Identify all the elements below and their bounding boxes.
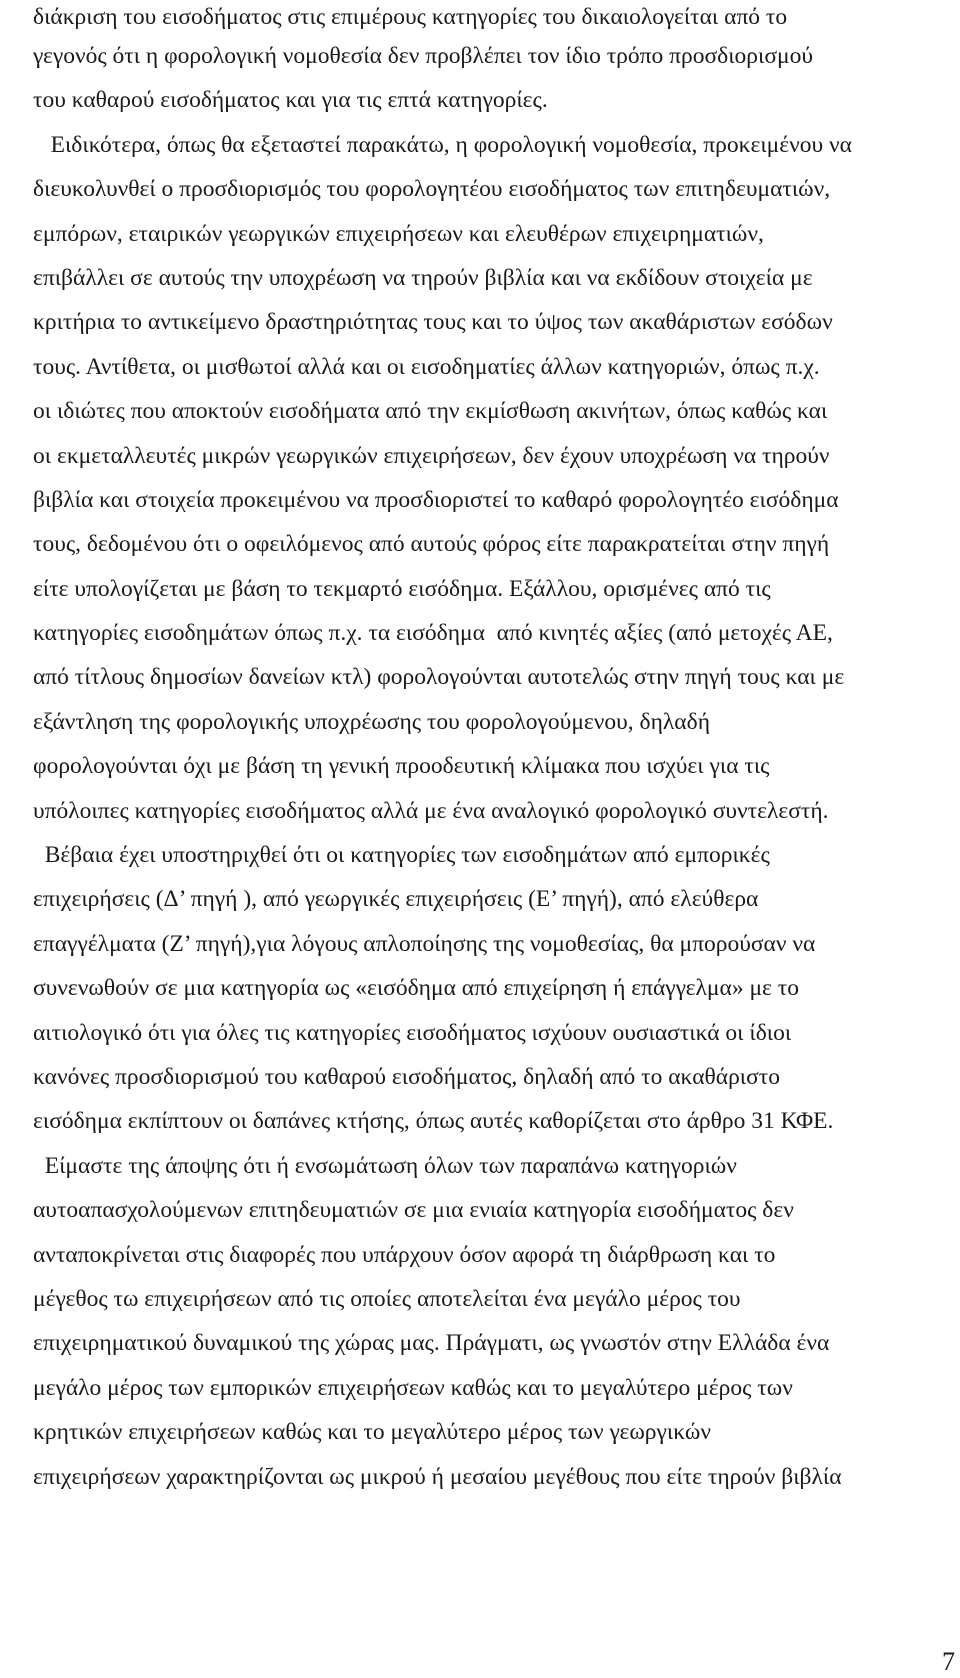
text-line: επιβάλλει σε αυτούς την υποχρέωση να τηρούν βιβλία και να εκδίδουν στοιχεία με bbox=[33, 264, 813, 291]
text-line: Είμαστε της άποψης ότι ή ενσωμάτωση όλων των παραπάνω κατηγοριών bbox=[33, 1152, 737, 1179]
text-line: μεγάλο μέρος των εμπορικών επιχειρήσεων καθώς και το μεγαλύτερο μέρος των bbox=[33, 1374, 793, 1401]
text-line: συνενωθούν σε μια κατηγορία ως «εισόδημα από επιχείρηση ή επάγγελμα» με το bbox=[33, 975, 799, 1002]
text-line: τους, δεδομένου ότι ο οφειλόμενος από αυτούς φόρος είτε παρακρατείται στην πηγή bbox=[33, 531, 830, 558]
text-line: επιχειρηματικού δυναμικού της χώρας μας. Πράγματι, ως γνωστόν στην Ελλάδα ένα bbox=[33, 1330, 830, 1357]
text-line: κριτήρια το αντικείμενο δραστηριότητας τους και το ύψος των ακαθάριστων εσόδων bbox=[33, 309, 833, 336]
text-line: γεγονός ότι η φορολογική νομοθεσία δεν προβλέπει τον ίδιο τρόπο προσδιορισμού bbox=[33, 43, 814, 69]
text-line: μέγεθος τω επιχειρήσεων από τις οποίες αποτελείται ένα μεγάλο μέρος του bbox=[33, 1285, 741, 1312]
text-line: επαγγέλματα (Ζ’ πηγή),για λόγους απλοποίησης της νομοθεσίας, θα μπορούσαν να bbox=[33, 930, 816, 957]
text-line: του καθαρού εισοδήματος και για τις επτά κατηγορίες. bbox=[33, 87, 548, 114]
text-line: επιχειρήσεων χαρακτηρίζονται ως μικρού ή μεσαίου μεγέθους που είτε τηρούν βιβλία bbox=[33, 1463, 842, 1490]
text-line: Ειδικότερα, όπως θα εξεταστεί παρακάτω, η φορολογική νομοθεσία, προκειμένου να bbox=[33, 131, 852, 158]
text-line: αυτοαπασχολούμενων επιτηδευματιών σε μια ενιαία κατηγορία εισοδήματος δεν bbox=[33, 1197, 794, 1224]
text-line: εισόδημα εκπίπτουν οι δαπάνες κτήσης, όπως αυτές καθορίζεται στο άρθρο 31 ΚΦΕ. bbox=[33, 1108, 834, 1135]
text-line: κατηγορίες εισοδημάτων όπως π.χ. τα εισόδημα από κινητές αξίες (από μετοχές ΑΕ, bbox=[33, 620, 833, 647]
text-line: φορολογούνται όχι με βάση τη γενική προοδευτική κλίμακα που ισχύει για τις bbox=[33, 753, 770, 780]
text-line: είτε υπολογίζεται με βάση το τεκμαρτό εισόδημα. Εξάλλου, ορισμένες από τις bbox=[33, 575, 771, 602]
text-line: οι εκμεταλλευτές μικρών γεωργικών επιχειρήσεων, δεν έχουν υποχρέωση να τηρούν bbox=[33, 442, 830, 469]
text-line: οι ιδιώτες που αποκτούν εισοδήματα από την εκμίσθωση ακινήτων, όπως καθώς και bbox=[33, 398, 828, 425]
text-line: εξάντληση της φορολογικής υποχρέωσης του φορολογούμενου, δηλαδή bbox=[33, 708, 710, 735]
text-line: κρητικών επιχειρήσεων καθώς και το μεγαλύτερο μέρος των γεωργικών bbox=[33, 1419, 711, 1446]
text-line: υπόλοιπες κατηγορίες εισοδήματος αλλά με ένα αναλογικό φορολογικό συντελεστή. bbox=[33, 797, 829, 824]
text-line: διάκριση του εισοδήματος στις επιμέρους κατηγορίες του δικαιολογείται από το bbox=[33, 4, 788, 30]
text-line: αιτιολογικό ότι για όλες τις κατηγορίες εισοδήματος ισχύουν ουσιαστικά οι ίδιοι bbox=[33, 1019, 792, 1046]
text-line: διευκολυνθεί ο προσδιορισμός του φορολογητέου εισοδήματος των επιτηδευματιών, bbox=[33, 176, 831, 203]
text-line: βιβλία και στοιχεία προκειμένου να προσδιοριστεί το καθαρό φορολογητέο εισόδημα bbox=[33, 486, 839, 513]
text-line: τους. Αντίθετα, οι μισθωτοί αλλά και οι εισοδηματίες άλλων κατηγοριών, όπως π.χ. bbox=[33, 353, 820, 380]
page-number: 7 bbox=[942, 1647, 955, 1676]
text-line: κανόνες προσδιορισμού του καθαρού εισοδήματος, δηλαδή από το ακαθάριστο bbox=[33, 1063, 780, 1090]
body-text bbox=[33, 0, 933, 1499]
text-line: από τίτλους δημοσίων δανείων κτλ) φορολογούνται αυτοτελώς στην πηγή τους και με bbox=[33, 664, 845, 691]
text-line: ανταποκρίνεται στις διαφορές που υπάρχουν όσον αφορά τη διάρθρωση και το bbox=[33, 1241, 776, 1268]
text-line: εμπόρων, εταιρικών γεωργικών επιχειρήσεων και ελευθέρων επιχειρηματιών, bbox=[33, 220, 764, 247]
text-line: Βέβαια έχει υποστηριχθεί ότι οι κατηγορίες των εισοδημάτων από εμπορικές bbox=[33, 842, 770, 869]
text-line: επιχειρήσεις (Δ’ πηγή ), από γεωργικές επιχειρήσεις (Ε’ πηγή), από ελεύθερα bbox=[33, 886, 759, 913]
